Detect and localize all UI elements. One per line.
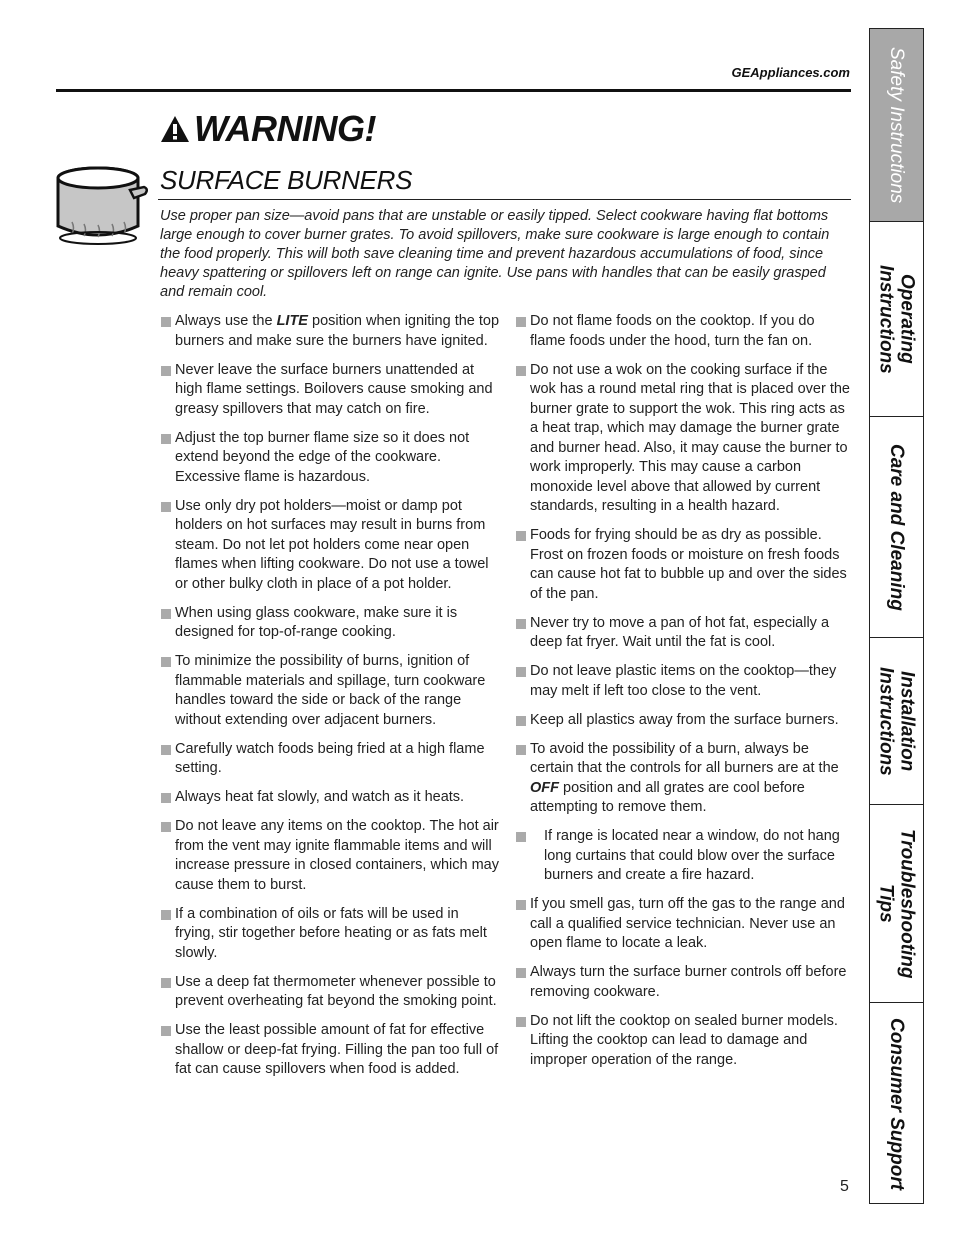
list-item: Always turn the surface burner controls off before removing cookware. — [515, 963, 853, 1002]
tab-label: Troubleshooting Tips — [875, 828, 918, 979]
bullet-square-icon — [516, 366, 526, 376]
bullet-square-icon — [516, 716, 526, 726]
list-item: Always heat fat slowly, and watch as it heats. — [160, 788, 500, 808]
bullet-square-icon — [161, 910, 171, 920]
bullet-square-icon — [161, 434, 171, 444]
list-item: Never try to move a pan of hot fat, especially a deep fat fryer. Wait until the fat is cool. — [515, 614, 853, 653]
site-url: GEAppliances.com — [731, 65, 850, 80]
bullet-square-icon — [161, 609, 171, 619]
list-item: Use the least possible amount of fat for effective shallow or deep-fat frying. Filling the pan too full of fat can cause spillovers when food is added. — [160, 1021, 500, 1080]
warning-triangle-icon — [160, 115, 190, 143]
list-item: Use only dry pot holders—moist or damp pot holders on hot surfaces may result in burns from steam. Do not let pot holders come near open flames when lifting cookware. Do not use a towel or other bulky cloth in place of a pot holder. — [160, 497, 500, 595]
tab-safety-instructions[interactable] — [870, 29, 923, 222]
bullet-square-icon — [161, 657, 171, 667]
bullet-square-icon — [516, 531, 526, 541]
tab-label: Installation Instructions — [875, 666, 918, 776]
list-item: Foods for frying should be as dry as possible. Frost on frozen foods or moisture on fresh foods can cause hot fat to bubble up and over the sides of the pan. — [515, 526, 853, 604]
bullet-square-icon — [161, 1026, 171, 1036]
bullet-square-icon — [516, 667, 526, 677]
list-item: Carefully watch foods being fried at a high flame setting. — [160, 740, 500, 779]
tab-label: Operating Instructions — [875, 264, 918, 374]
list-item: Do not flame foods on the cooktop. If you do flame foods under the hood, turn the fan on. — [515, 312, 853, 351]
tab-operating-instructions[interactable] — [870, 222, 923, 417]
bullet-square-icon — [161, 502, 171, 512]
tab-label: Safety Instructions — [886, 46, 907, 204]
list-item: Always use the LITE position when igniting the top burners and make sure the burners have ignited. — [160, 312, 500, 351]
tab-care-and-cleaning[interactable] — [870, 417, 923, 638]
section-rule — [158, 199, 851, 200]
tab-consumer-support[interactable] — [870, 1003, 923, 1205]
bullet-square-icon — [516, 832, 526, 842]
bullet-square-icon — [516, 317, 526, 327]
list-item: If a combination of oils or fats will be used in frying, stir together before heating or as fats melt slowly. — [160, 905, 500, 964]
list-item: Do not use a wok on the cooking surface if the wok has a round metal ring that is placed over the burner grate to support the wok. This ring acts as a heat trap, which may damage the burner grate and burner head. Also, it may cause the burner to work improperly. This may cause a carbon monoxide level above that allowed by current standards, resulting in a health hazard. — [515, 361, 853, 517]
top-rule — [56, 89, 851, 92]
list-item: Never leave the surface burners unattended at high flame settings. Boilovers cause smoking and greasy spillovers that may catch on fire. — [160, 361, 500, 420]
list-item: Do not leave any items on the cooktop. The hot air from the vent may ignite flammable items and will increase pressure in closed containers, which may cause them to burst. — [160, 817, 500, 895]
bullet-square-icon — [516, 900, 526, 910]
list-item: If you smell gas, turn off the gas to the range and call a qualified service technician. Never use an open flame to locate a leak. — [515, 895, 853, 954]
tab-installation-instructions[interactable] — [870, 638, 923, 805]
list-item: To avoid the possibility of a burn, always be certain that the controls for all burners are at the OFF position and all grates are cool before attempting to remove them. — [515, 740, 853, 818]
list-item: Do not leave plastic items on the cooktop—they may melt if left too close to the vent. — [515, 662, 853, 701]
bullet-square-icon — [516, 745, 526, 755]
left-bullet-list — [160, 312, 500, 1089]
right-bullet-list — [515, 312, 853, 1080]
bullet-square-icon — [161, 978, 171, 988]
warning-heading — [160, 108, 376, 150]
bullet-square-icon — [161, 822, 171, 832]
bullet-square-icon — [161, 366, 171, 376]
tab-label: Consumer Support — [886, 1017, 907, 1191]
list-item: Adjust the top burner flame size so it does not extend beyond the edge of the cookware. Excessive flame is hazardous. — [160, 429, 500, 488]
list-item: Do not lift the cooktop on sealed burner models. Lifting the cooktop can lead to damage and improper operation of the range. — [515, 1012, 853, 1071]
pot-on-burner-icon — [50, 158, 150, 258]
list-item: Use a deep fat thermometer whenever possible to prevent overheating fat beyond the smoking point. — [160, 973, 500, 1012]
list-item: Keep all plastics away from the surface burners. — [515, 711, 853, 731]
bullet-square-icon — [516, 968, 526, 978]
list-item: When using glass cookware, make sure it is designed for top-of-range cooking. — [160, 604, 500, 643]
tab-troubleshooting-tips[interactable] — [870, 805, 923, 1003]
bullet-square-icon — [516, 1017, 526, 1027]
bullet-square-icon — [516, 619, 526, 629]
section-tabs — [869, 28, 924, 1204]
intro-paragraph: Use proper pan size—avoid pans that are unstable or easily tipped. Select cookware having flat bottoms large enough to cover burner grates. To avoid spillovers, make sure cookware is large enough to contain the food properly. This will both save cleaning time and prevent hazardous accumulations of food, since heavy spattering or spillovers left on range can ignite. Use pans with handles that can be easily grasped and remain cool. — [160, 208, 830, 300]
section-title: SURFACE BURNERS — [160, 165, 413, 195]
bullet-square-icon — [161, 317, 171, 327]
bullet-square-icon — [161, 793, 171, 803]
warning-title: WARNING! — [194, 108, 376, 149]
page-number: 5 — [840, 1178, 849, 1195]
list-item: To minimize the possibility of burns, ignition of flammable materials and spillage, turn cookware handles toward the side or back of the range without extending over adjacent burners. — [160, 652, 500, 730]
bullet-square-icon — [161, 745, 171, 755]
list-item: If range is located near a window, do not hang long curtains that could blow over the surface burners and create a fire hazard. — [515, 827, 853, 886]
tab-label: Care and Cleaning — [886, 443, 907, 611]
